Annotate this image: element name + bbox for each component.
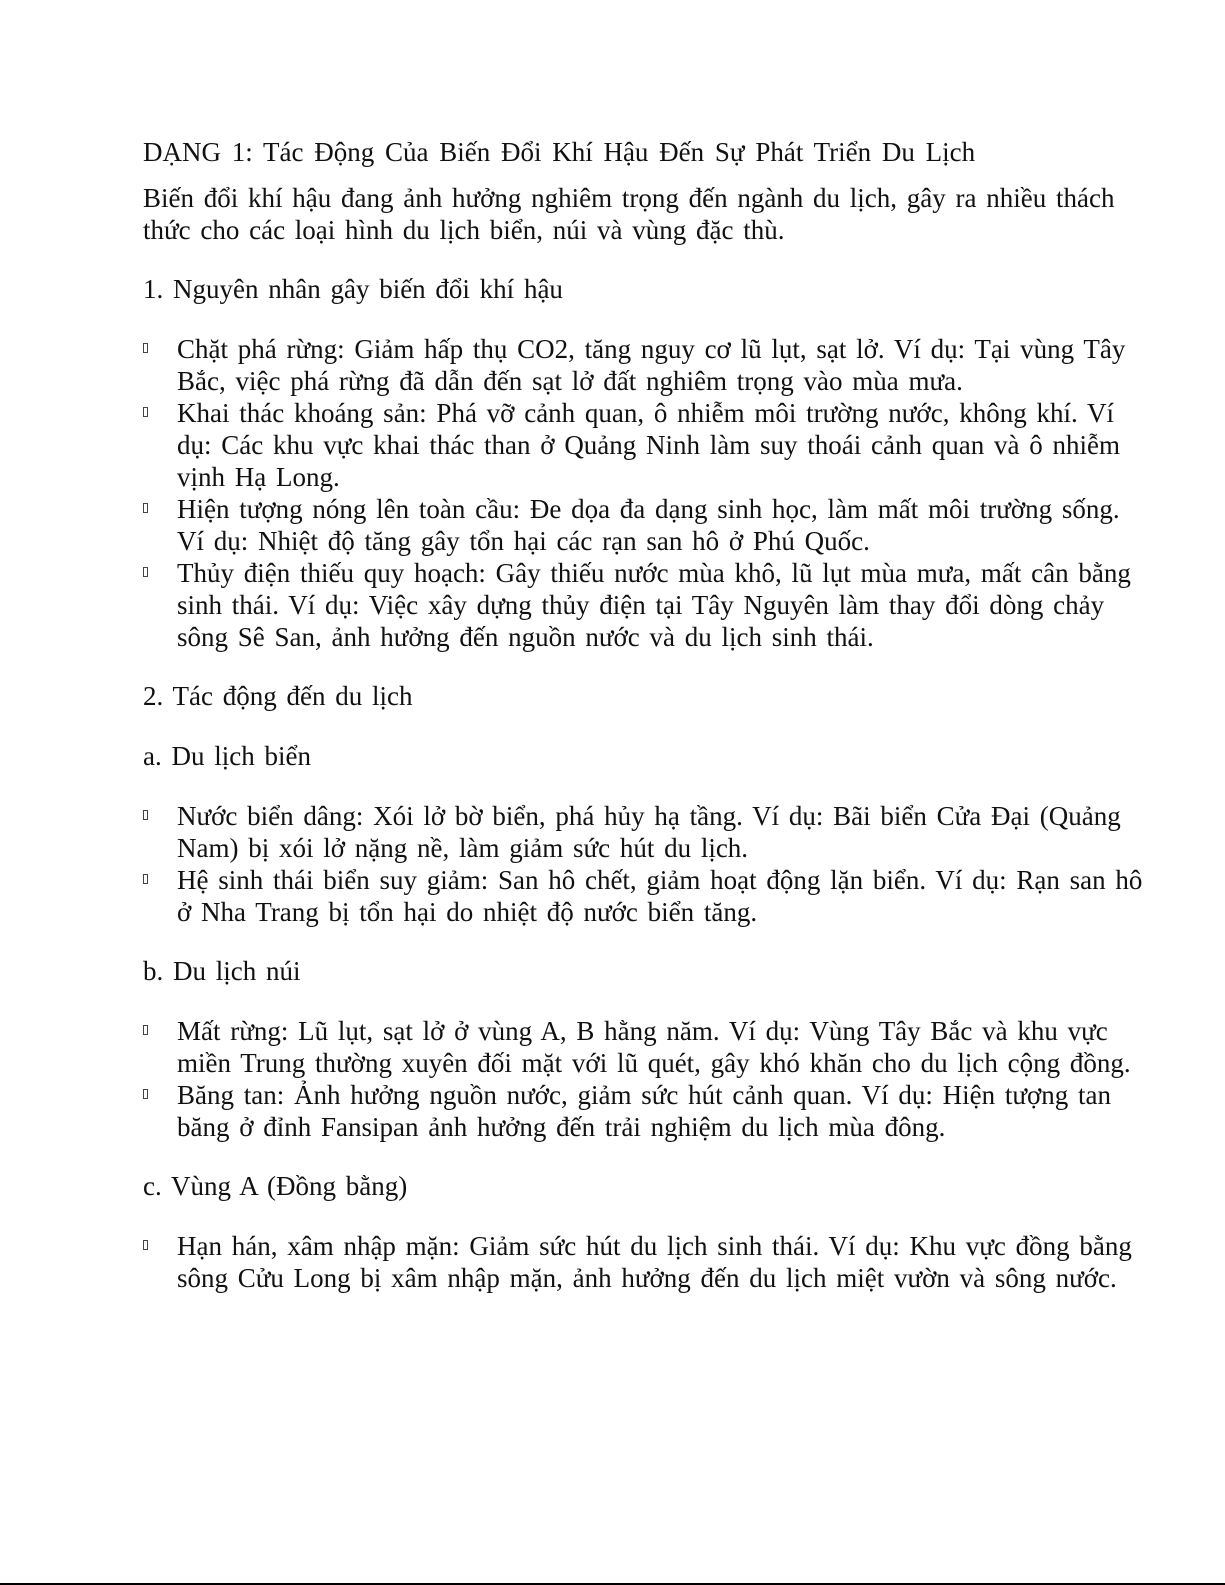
bullet-list-mountain [143,1015,1143,1143]
list-item-text: Mất rừng: Lũ lụt, sạt lở ở vùng A, B hằng năm. Ví dụ: Vùng Tây Bắc và khu vực miền Trung thường xuyên đối mặt với lũ quét, gây khó khăn cho du lịch cộng đồng. [177,1016,1131,1078]
list-item [143,333,1143,397]
section-heading-impacts: 2. Tác động đến du lịch [143,681,413,711]
bullet-list-sea [143,800,1143,928]
document-title: DẠNG 1: Tác Động Của Biến Đổi Khí Hậu Đến Sự Phát Triển Du Lịch [143,137,976,167]
missing-glyph-bullet-icon [143,810,148,820]
document-body [143,136,1143,1321]
missing-glyph-bullet-icon [143,567,148,577]
subsection-heading-delta: c. Vùng A (Đồng bằng) [143,1171,408,1201]
missing-glyph-bullet-icon [143,407,148,417]
list-item [143,397,1143,493]
list-item-text: Hiện tượng nóng lên toàn cầu: Đe dọa đa dạng sinh học, làm mất môi trường sống. Ví dụ: Nhiệt độ tăng gây tổn hại các rạn san hô ở Phú Quốc. [177,494,1120,556]
list-item [143,864,1143,928]
list-item-text: Chặt phá rừng: Giảm hấp thụ CO2, tăng nguy cơ lũ lụt, sạt lở. Ví dụ: Tại vùng Tây Bắc, việc phá rừng đã dẫn đến sạt lở đất nghiêm trọng vào mùa mưa. [177,334,1126,396]
list-item-text: Nước biển dâng: Xói lở bờ biển, phá hủy hạ tầng. Ví dụ: Bãi biển Cửa Đại (Quảng Nam) bị xói lở nặng nề, làm giảm sức hút du lịch. [177,801,1121,863]
list-item-text: Hệ sinh thái biển suy giảm: San hô chết, giảm hoạt động lặn biển. Ví dụ: Rạn san hô ở Nha Trang bị tổn hại do nhiệt độ nước biển tăng. [177,865,1143,927]
list-item-text: Thủy điện thiếu quy hoạch: Gây thiếu nước mùa khô, lũ lụt mùa mưa, mất cân bằng sinh thái. Ví dụ: Việc xây dựng thủy điện tại Tây Nguyên làm thay đổi dòng chảy sông Sê San, ảnh hưởng đến nguồn nước và du lịch sinh thái. [177,558,1131,652]
section-heading-causes: 1. Nguyên nhân gây biến đổi khí hậu [143,274,563,304]
list-item [143,1079,1143,1143]
intro-paragraph: Biến đổi khí hậu đang ảnh hưởng nghiêm trọng đến ngành du lịch, gây ra nhiều thách thức cho các loại hình du lịch biển, núi và vùng đặc thù. [143,183,1115,245]
list-item [143,557,1143,653]
missing-glyph-bullet-icon [143,343,148,353]
list-item-text: Băng tan: Ảnh hưởng nguồn nước, giảm sức hút cảnh quan. Ví dụ: Hiện tượng tan băng ở đỉnh Fansipan ảnh hưởng đến trải nghiệm du lịch mùa đông. [177,1080,1111,1142]
bullet-list-delta [143,1230,1143,1294]
subsection-heading-mountain: b. Du lịch núi [143,956,301,986]
bullet-list-causes [143,333,1143,653]
missing-glyph-bullet-icon [143,1025,148,1035]
list-item [143,493,1143,557]
list-item-text: Khai thác khoáng sản: Phá vỡ cảnh quan, ô nhiễm môi trường nước, không khí. Ví dụ: Các khu vực khai thác than ở Quảng Ninh làm suy thoái cảnh quan và ô nhiễm vịnh Hạ Long. [177,398,1120,492]
missing-glyph-bullet-icon [143,1089,148,1099]
subsection-heading-sea: a. Du lịch biển [143,741,311,771]
missing-glyph-bullet-icon [143,874,148,884]
list-item [143,1015,1143,1079]
list-item [143,800,1143,864]
list-item-text: Hạn hán, xâm nhập mặn: Giảm sức hút du lịch sinh thái. Ví dụ: Khu vực đồng bằng sông Cửu Long bị xâm nhập mặn, ảnh hưởng đến du lịch miệt vườn và sông nước. [177,1231,1132,1293]
missing-glyph-bullet-icon [143,1240,148,1250]
list-item [143,1230,1143,1294]
missing-glyph-bullet-icon [143,503,148,513]
